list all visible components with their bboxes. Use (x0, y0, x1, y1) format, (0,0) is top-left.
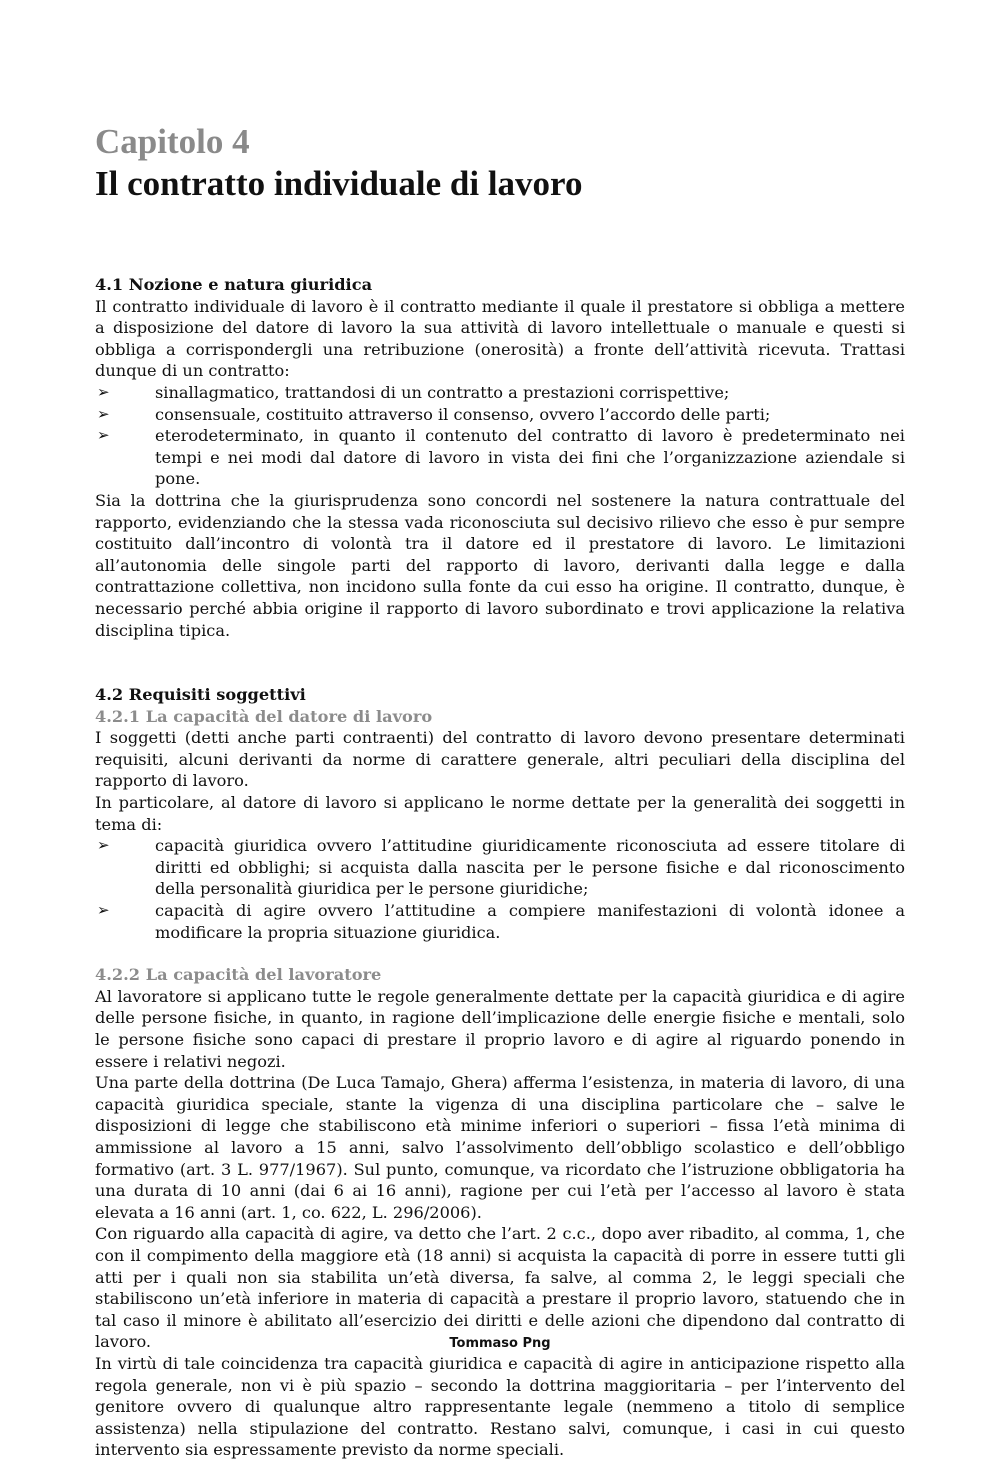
paragraph: Sia la dottrina che la giurisprudenza sono concordi nel sostenere la natura contrattuale del rapporto, evidenziando che la stessa vada riconosciuta sul decisivo rilievo che esso è pur sempre costituito dall’incontro di volontà tra il datore ed il prestatore di lavoro. Le limitazioni all’autonomia delle singole parti del rapporto di lavoro, derivanti dalla legge e dalla contrattazione collettiva, non incidono sulla fonte da cui esso ha origine. Il contratto, dunque, è necessario perché abbia origine il rapporto di lavoro subordinato e trovi applicazione la relativa disciplina tipica. (95, 490, 905, 640)
list-item: ➢ consensuale, costituito attraverso il consenso, ovvero l’accordo delle parti; (97, 404, 771, 424)
arrowhead-bullet-icon: ➢ (97, 404, 110, 423)
paragraph: Una parte della dottrina (De Luca Tamajo, Ghera) afferma l’esistenza, in materia di lavoro, di una capacità giuridica speciale, stante la vigenza di una disciplina particolare che – salve le disposizioni di legge che stabiliscono età minime inferiori o superiori – fissa l’età minima di ammissione al lavoro a 15 anni, salvo l’assolvimento dell’obbligo scolastico e dell’obbligo formativo (art. 3 L. 977/1967). Sul punto, comunque, va ricordato che l’istruzione obbligatoria ha una durata di 10 anni (dai 6 ai 16 anni), ragione per cui l’età per l’accesso al lavoro è stata elevata a 16 anni (art. 1, co. 622, L. 296/2006). (95, 1073, 905, 1222)
list-item: ➢ capacità di agire ovvero l’attitudine a compiere manifestazioni di volontà idonee a modificare la propria situazione giuridica. (97, 901, 905, 942)
section-heading: 4.1 Nozione e natura giuridica (95, 275, 373, 294)
section-heading: 4.2 Requisiti soggettivi (95, 685, 306, 705)
subsection-heading: 4.2.1 La capacità del datore di lavoro (95, 706, 433, 726)
bullet-list (95, 835, 905, 943)
document-page (95, 122, 905, 1461)
paragraph: Al lavoratore si applicano tutte le regole generalmente dettate per la capacità giuridica e di agire delle persone fisiche, in quanto, in ragione dell’implicazione delle energie fisiche e mentali, solo le persone fisiche sono capaci di prestare il proprio lavoro e di agire al riguardo ponendo in essere i relativi negozi. (95, 986, 905, 1071)
page-footer: Tommaso Png (449, 1336, 551, 1351)
bullet-list (95, 382, 905, 490)
paragraph: In virtù di tale coincidenza tra capacità giuridica e capacità di agire in anticipazione rispetto alla regola generale, non vi è più spazio – secondo la dottrina maggioritaria – per l’intervento del genitore ovvero di qualunque altro rappresentante legale (nemmeno a titolo di semplice assistenza) nella stipulazione del contratto. Restano salvi, comunque, i casi in cui questo intervento sia espressamente previsto da norme speciali. (95, 1353, 905, 1460)
paragraph: Con riguardo alla capacità di agire, va detto che l’art. 2 c.c., dopo aver ribadito, al comma, 1, che con il compimento della maggiore età (18 anni) si acquista la capacità di porre in essere tutti gli atti per i quali non sia stabilita un’età diversa, fa salve, al comma 2, le leggi speciali che stabiliscono un’età inferiore in materia di capacità a prestare il proprio lavoro, statuendo che in tal caso il minore è abilitato all’esercizio dei diritti e delle azioni che dipendono dal contratto di lavoro. (95, 1224, 905, 1352)
chapter-number: Capitolo 4 (95, 122, 250, 161)
list-item: ➢ sinallagmatico, trattandosi di un contratto a prestazioni corrispettive; (97, 382, 730, 402)
arrowhead-bullet-icon: ➢ (97, 836, 110, 855)
list-item: ➢ eterodeterminato, in quanto il contenuto del contratto di lavoro è predeterminato nei tempi e nei modi dal datore di lavoro in vista dei fini che l’organizzazione aziendale si pone. (97, 426, 905, 489)
section-4-1 (95, 274, 905, 641)
paragraph: I soggetti (detti anche parti contraenti) del contratto di lavoro devono presentare determinati requisiti, alcuni derivanti da norme di carattere generale, altri peculiari della disciplina del rapporto di lavoro. (95, 728, 905, 791)
arrowhead-bullet-icon: ➢ (97, 901, 110, 920)
paragraph: In particolare, al datore di lavoro si applicano le norme dettate per la generalità dei soggetti in tema di: (95, 793, 905, 834)
subsection-heading: 4.2.2 La capacità del lavoratore (95, 965, 382, 985)
arrowhead-bullet-icon: ➢ (97, 382, 110, 401)
chapter-title: Il contratto individuale di lavoro (95, 164, 583, 203)
list-item: ➢ capacità giuridica ovvero l’attitudine giuridicamente riconosciuta ad essere titolare di diritti ed obblighi; si acquista dalla nascita per le persone fisiche e dal riconoscimento della personalità giuridica per le persone giuridiche; (97, 836, 905, 899)
arrowhead-bullet-icon: ➢ (97, 426, 110, 445)
paragraph: Il contratto individuale di lavoro è il contratto mediante il quale il prestatore si obbliga a mettere a disposizione del datore di lavoro la sua attività di lavoro intellettuale o manuale e questi si obbliga a corrispondergli una retribuzione (onerosità) a fronte dell’attività ricevuta. Trattasi dunque di un contratto: (95, 296, 905, 381)
